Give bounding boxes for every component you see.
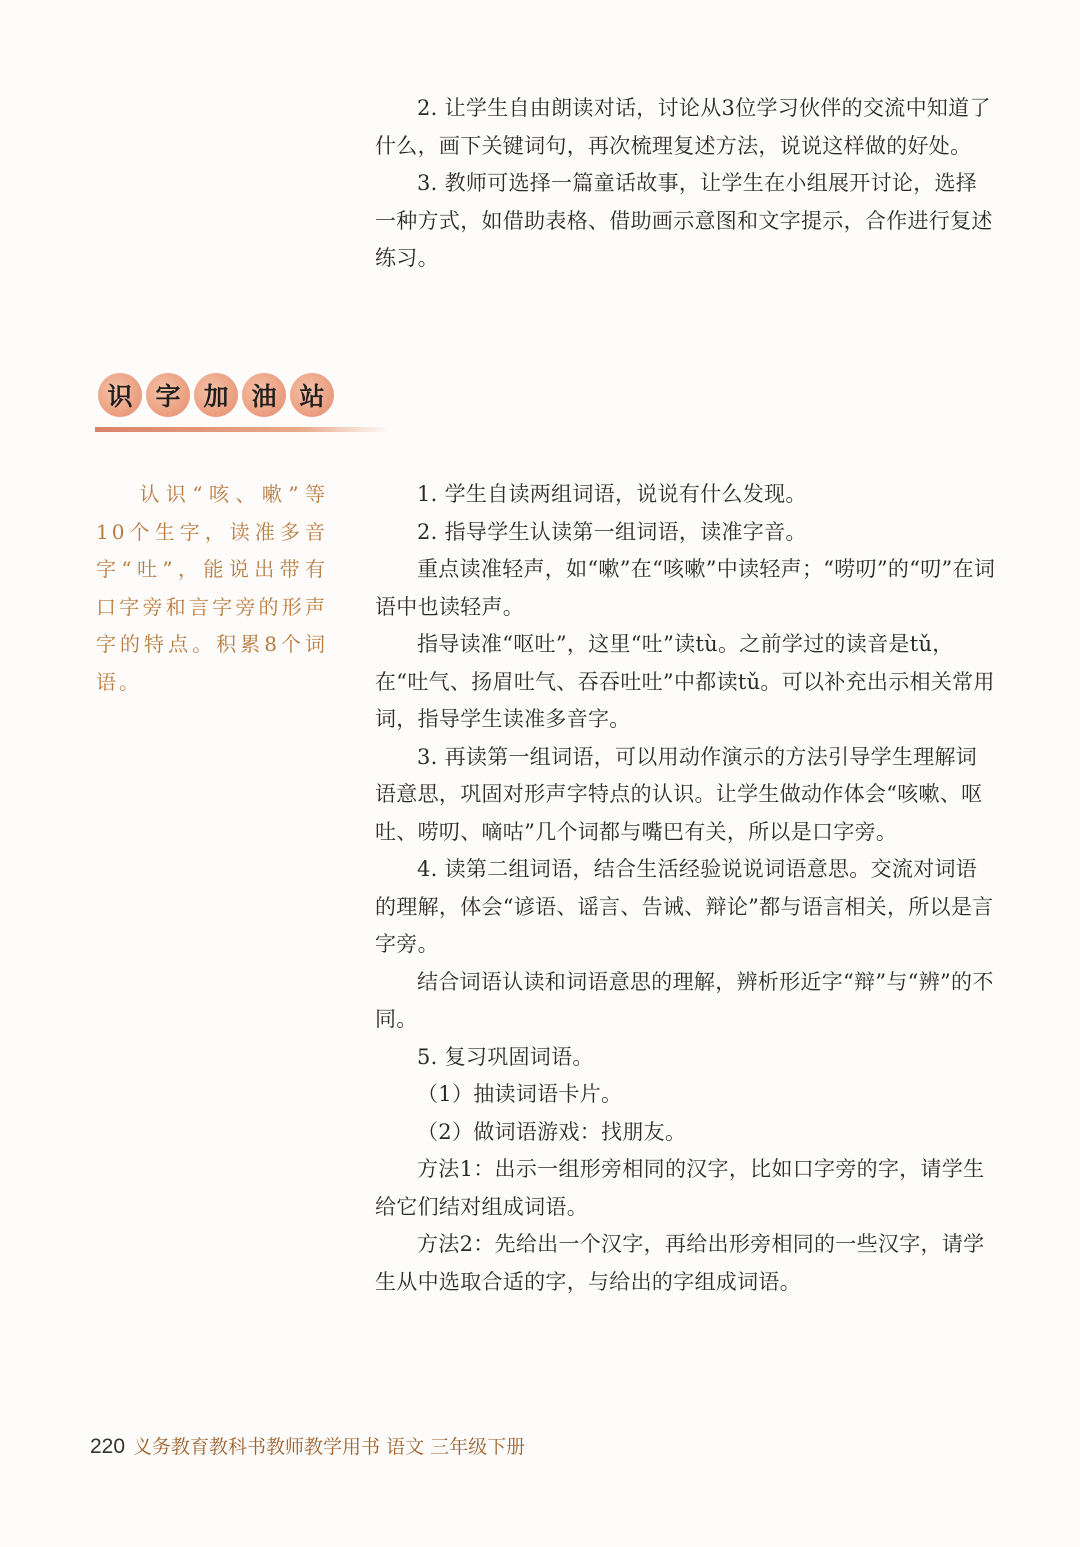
paragraph: （1）抽读词语卡片。 bbox=[417, 1082, 623, 1106]
paragraph: 指导读准“呕吐”，这里“吐”读tù。之前学过的读音是tǔ，在“吐气、扬眉吐气、吞吞吐吐”中都读tǔ。可以补充出示相关常用词，指导学生读准多音字。 bbox=[375, 632, 995, 731]
section-heading bbox=[98, 373, 334, 417]
paragraph: 方法1：出示一组形旁相同的汉字，比如口字旁的字，请学生给它们结对组成词语。 bbox=[375, 1157, 985, 1219]
heading-char: 加 bbox=[194, 373, 238, 417]
heading-char: 识 bbox=[98, 373, 142, 417]
learning-goal-sidebar bbox=[96, 476, 328, 701]
paragraph: （2）做词语游戏：找朋友。 bbox=[417, 1119, 687, 1144]
main-text-block bbox=[375, 476, 997, 1301]
paragraph: 5. 复习巩固词语。 bbox=[417, 1044, 594, 1069]
paragraph: 结合词语认读和词语意思的理解，辨析形近字“辩”与“辨”的不同。 bbox=[375, 969, 994, 1031]
paragraph: 3. 教师可选择一篇童话故事，让学生在小组展开讨论，选择一种方式，如借助表格、借助画示意图和文字提示，合作进行复述练习。 bbox=[375, 171, 993, 270]
page-number: 220 bbox=[90, 1435, 126, 1458]
top-text-block bbox=[375, 90, 997, 278]
heading-char: 站 bbox=[290, 373, 334, 417]
goal-text: 认识“咳、嗽”等10个生字，读准多音字“吐”，能说出带有口字旁和言字旁的形声字的特点。积累8个词语。 bbox=[96, 482, 328, 694]
book-title: 义务教育教科书教师教学用书 语文 三年级下册 bbox=[133, 1436, 526, 1458]
paragraph: 2. 指导学生认读第一组词语，读准字音。 bbox=[417, 519, 807, 544]
paragraph: 4. 读第二组词语，结合生活经验说说词语意思。交流对词语的理解，体会“谚语、谣言、告诫、辩论”都与语言相关，所以是言字旁。 bbox=[375, 857, 994, 956]
paragraph: 2. 让学生自由朗读对话，讨论从3位学习伙伴的交流中知道了什么，画下关键词句，再次梳理复述方法，说说这样做的好处。 bbox=[375, 96, 991, 158]
paragraph: 3. 再读第一组词语，可以用动作演示的方法引导学生理解词语意思，巩固对形声字特点的认识。让学生做动作体会“咳嗽、呕吐、唠叨、嘀咕”几个词都与嘴巴有关，所以是口字旁。 bbox=[375, 744, 983, 844]
heading-divider bbox=[95, 427, 390, 432]
paragraph: 方法2：先给出一个汉字，再给出形旁相同的一些汉字，请学生从中选取合适的字，与给出的字组成词语。 bbox=[375, 1232, 985, 1294]
heading-char: 字 bbox=[146, 373, 190, 417]
paragraph: 1. 学生自读两组词语，说说有什么发现。 bbox=[417, 482, 807, 506]
page-footer bbox=[90, 1432, 525, 1459]
paragraph: 重点读准轻声，如“嗽”在“咳嗽”中读轻声；“唠叨”的“叨”在词语中也读轻声。 bbox=[375, 557, 996, 619]
heading-char: 油 bbox=[242, 373, 286, 417]
